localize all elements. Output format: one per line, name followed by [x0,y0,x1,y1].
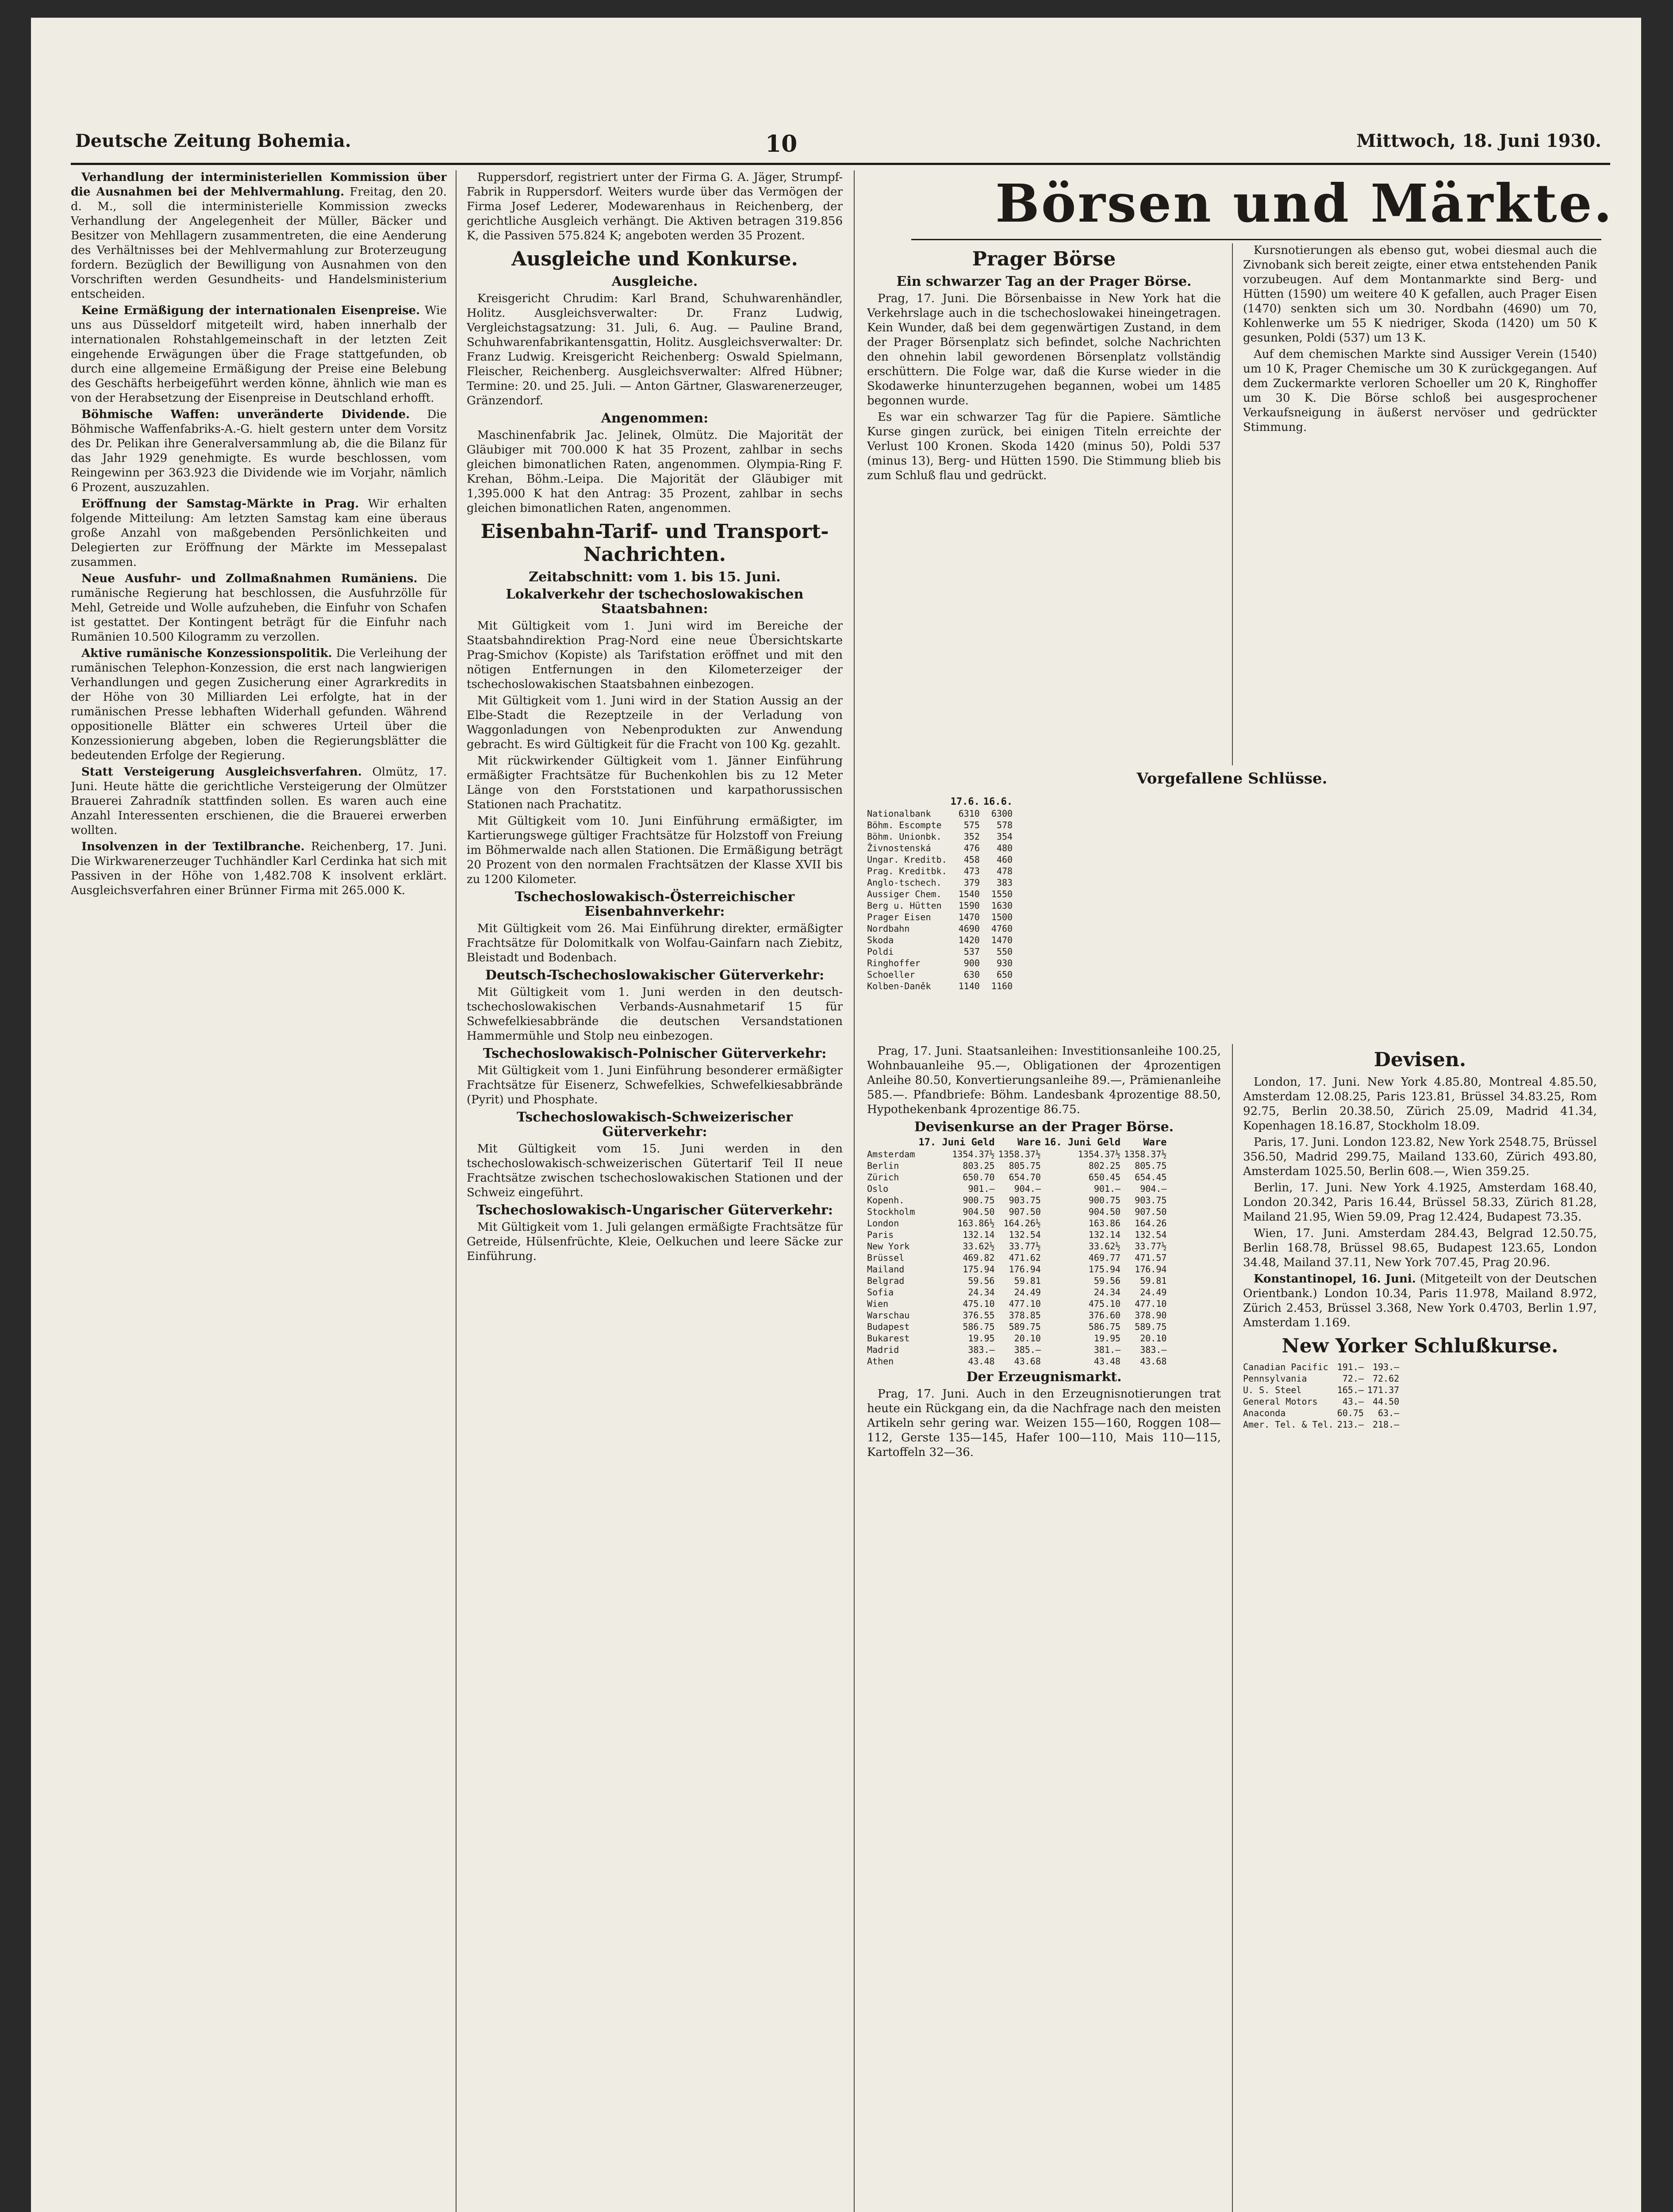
devisen-row [867,1240,1170,1252]
article-text: Maschinenfabrik Jac. Jelinek, Olmütz. Die Majorität der Gläubiger mit 700.000 K hat 35 Prozent, zahlbar in sechs gleichen bimonatlichen Raten, angenommen. Olympia-Ring F. Krehan, Böhm.-Leipa. Die Majorität der Gläubiger mit 1,395.000 K hat den Antrag: 35 Prozent, zahlbar in sechs gleichen bimonatlichen Raten, angenommen. [467,429,843,515]
table-cell: Živnostenská [867,843,931,853]
table-cell: 907.50 [1135,1206,1167,1217]
article-lead: Insolvenzen in der Textilbranche. [81,840,305,853]
table-cell: 354 [996,831,1013,842]
table-cell: 650.70 [963,1172,995,1183]
article-text: Kreisgericht Chrudim: Karl Brand, Schuhwarenhändler, Holitz. Ausgleichsverwalter: Dr. Franz Ludwig, Vergleichstagsatzung: 31. Juli, 6. Aug. — Pauline Brand, Schuhwarenfabrikantensgattin, Holitz. Ausgleichsverwalter: Dr. Franz Ludwig. Kreisgericht Reichenberg: Oswald Spielmann, Fleischer, Reichenberg. Ausgleichsverwalter: Alfred Hübner; Termine: 20. und 25. Juli. — Anton Gärtner, Glaswarenerzeuger, Gränzendorf. [467,292,843,407]
table-cell: Böhm. Unionbk. [867,831,942,842]
table-cell: 43.48 [1094,1356,1121,1367]
table-header-cell: 16. Juni Geld [1044,1137,1121,1148]
table-cell: 383.— [968,1344,995,1355]
table-cell: 650 [996,969,1013,980]
table-header-cell: Ware [1143,1137,1167,1148]
table-cell: 1358.37½ [1124,1149,1167,1160]
table-cell: 33.62½ [963,1241,995,1252]
article-text: Mit rückwirkender Gültigkeit vom 1. Jänner Einführung ermäßigter Frachtsätze für Buchenkohlen bis zu 12 Meter Länge von den Forststationen und karpathorussischen Stationen nach Prachatitz. [467,754,843,811]
article-text: Die Böhmische Waffenfabriks-A.-G. hielt gestern unter dem Vorsitz des Dr. Pelikan ihre Generalversammlung ab, die die Bilanz für das Jahr 1929 genehmigte. Es wurde beschlossen, vom Reingewinn per 363.923 die Dividende wie im Vorjahr, nämlich 6 Prozent, auszuzahlen. [71,408,447,494]
subheading: Tschechoslowakisch-Ungarischer Güterverkehr: [476,1202,833,1218]
table-cell: 458 [963,854,980,865]
table-cell: 378.85 [1009,1310,1041,1321]
table-cell: 60.75 [1337,1408,1364,1418]
table-cell: 1540 [958,889,980,899]
article-text: Mit Gültigkeit vom 10. Juni Einführung ermäßigter, im Kartierungswege gültiger Frachtsätze für Holzstoff von Freiung im Böhmerwalde nach allen Stationen. Die Ermäßigung beträgt 20 Prozent von den normalen Frachtsätzen der Klasse XVII bis zu 1200 Kilometer. [467,814,843,886]
ny-row [1243,1396,1403,1407]
table-cell: 1420 [958,935,980,945]
section-heading: Prager Börse [972,248,1116,270]
table-cell: 59.56 [1094,1275,1121,1286]
table-cell: 471.62 [1009,1252,1041,1263]
table-cell: U. S. Steel [1243,1385,1302,1395]
stock-row [867,900,1016,911]
article-text: Mit Gültigkeit vom 15. Juni werden in den tschechoslowakisch-schweizerischen Gütertarif Teil II neue Frachtsätze zwischen tschechoslowakischen Stationen und der Schweiz eingeführt. [467,1142,843,1199]
table-cell: Nationalbank [867,808,931,819]
article-text: Wir erhalten folgende Mitteilung: Am letzten Samstag kam eine überaus große Anzahl von maßgebenden Persönlichkeiten und Delegierten zur Eröffnung der Märkte im Messepalast zusammen. [71,497,447,569]
devisen-row [867,1275,1170,1286]
ny-row [1243,1373,1403,1384]
stock-row [867,819,1016,831]
table-cell: Anaconda [1243,1408,1286,1418]
devisen-row [867,1252,1170,1263]
table-cell: 578 [996,820,1013,830]
article-lead: Aktive rumänische Konzessionspolitik. [81,647,332,660]
table-cell: Oslo [867,1183,889,1194]
table-cell: 930 [996,958,1013,968]
column-1 [71,170,447,2212]
table-cell: 379 [963,877,980,888]
table-cell: 654.45 [1135,1172,1167,1183]
table-cell: 901.— [1094,1183,1121,1194]
stocks-table-wrap [867,796,1597,992]
table-cell: 904.50 [963,1206,995,1217]
devisen-table-body [867,1137,1170,1367]
table-cell: 1590 [958,900,980,911]
article-text: Wie uns aus Düsseldorf mitgeteilt wird, haben innerhalb der internationalen Rohstahlgemeinschaft in der letzten Zeit eingehende Erwägungen über die Frage stattgefunden, ob durch eine allgemeine Ermäßigung der Preise eine Belebung des Geschäfts herbeigeführt werden könne, ähnlich wie man es von der Herabsetzung der Eisenpreise in Deutschland erhofft. [71,304,447,405]
devisen-row [867,1229,1170,1240]
table-header-cell: 17.6. [950,796,980,807]
devisen-row [867,1321,1170,1333]
column-4-lower [1243,1044,1597,2212]
table-cell: 352 [963,831,980,842]
table-cell: 19.95 [968,1333,995,1344]
table-cell: 383.— [1140,1344,1167,1355]
subheading: Lokalverkehr der tschechoslowakischen Staatsbahnen: [506,587,804,617]
table-cell: 385.— [1014,1344,1041,1355]
table-cell: 44.50 [1372,1396,1400,1407]
table-cell: 586.75 [963,1321,995,1332]
table-cell: Sofia [867,1287,894,1298]
table-cell: 171.37 [1367,1385,1400,1395]
table-cell: 4760 [991,923,1013,934]
table-cell: 469.82 [963,1252,995,1263]
table-cell: Madrid [867,1344,899,1355]
article-text: Mit Gültigkeit vom 1. Juni werden in den deutsch-tschechoslowakischen Verbands-Ausnahmetarif 15 für Schwefelkiesabbrände die deutschen Versandstationen Hammermühle und Stolp neu einbezogen. [467,986,843,1043]
article-text: Mit Gültigkeit vom 1. Juni wird in der Station Aussig an der Elbe-Stadt die Rezeptzeile in der Verladung von Waggonladungen von Nebenprodukten zur Anwendung gebracht. Es wird Gültigkeit für die Fracht von 100 Kg. gezahlt. [467,694,843,751]
table-cell: 805.75 [1009,1160,1041,1171]
table-cell: 471.57 [1135,1252,1167,1263]
devisen-table [867,1137,1170,1367]
ny-row [1243,1361,1403,1373]
subheading: Ein schwarzer Tag an der Prager Börse. [896,274,1192,289]
table-cell: Ungar. Kreditb. [867,854,947,865]
table-cell: 460 [996,854,1013,865]
ny-row [1243,1407,1403,1419]
table-cell: 191.— [1337,1362,1364,1372]
table-cell: 20.10 [1140,1333,1167,1344]
devisen-row [867,1344,1170,1356]
table-cell: Paris [867,1229,894,1240]
table-cell: Athen [867,1356,894,1367]
devisen-row [867,1263,1170,1275]
table-cell: 650.45 [1088,1172,1121,1183]
subheading: Der Erzeugnismarkt. [966,1369,1122,1385]
table-cell: 43.— [1342,1396,1364,1407]
column-divider [854,170,855,2212]
table-header-cell: 16.6. [983,796,1013,807]
table-cell: 480 [996,843,1013,853]
table-cell: 376.55 [963,1310,995,1321]
subheading: Angenommen: [601,411,709,426]
devisen-row [867,1160,1170,1171]
masthead-rule [911,239,1601,240]
table-cell: 1630 [991,900,1013,911]
subheading: Devisenkurse an der Prager Börse. [914,1119,1174,1135]
table-cell: 176.94 [1135,1264,1167,1275]
table-cell: 475.10 [1088,1298,1121,1309]
table-cell: 478 [996,866,1013,876]
article-text: Prag, 17. Juni. Auch in den Erzeugnisnotierungen trat heute ein Rückgang ein, da die Nachfrage nach den meisten Artikeln sehr gering war. Weizen 155—160, Roggen 108—112, Gerste 135—145, Hafer 100—110, Mais 110—115, Kartoffeln 32—36. [867,1387,1221,1459]
table-cell: 473 [963,866,980,876]
table-header-row [867,1137,1170,1148]
table-cell: 132.54 [1135,1229,1167,1240]
table-cell: 24.34 [968,1287,995,1298]
table-cell: 803.25 [963,1160,995,1171]
devisen-row [867,1310,1170,1321]
table-cell: Stockholm [867,1206,915,1217]
devisen-row [867,1183,1170,1194]
table-cell: 1354.37½ [952,1149,995,1160]
table-cell: 59.81 [1140,1275,1167,1286]
table-cell: 537 [963,946,980,957]
article-text: Prag, 17. Juni. Staatsanleihen: Investitionsanleihe 100.25, Wohnbauanleihe 95.—, Obligationen der 4prozentigen Anleihe 80.50, Konvertierungsanleihe 89.—, Prämienanleihe 585.—. Pfandbriefe: Böhm. Landesbank 4prozentige 88.50, Hypothekenbank 4prozentige 86.75. [867,1045,1221,1116]
article-text: Prag, 17. Juni. Die Börsenbaisse in New York hat die Verkehrslage auch in die tschechoslowakei hineingetragen. Kein Wunder, daß bei dem gegenwärtigen Zustand, in dem der Prager Börsenplatz sich befindet, solche Nachrichten den ohnehin labil gewordenen Börsenplatz vollständig erschüttern. Die Folge war, daß die Kurse wieder in die Skodawerke hinunterzugehen begannen, wobei um 1485 begonnen wurde. [867,292,1221,407]
page-number: 10 [765,131,798,157]
stock-row [867,888,1016,900]
table-cell: 805.75 [1135,1160,1167,1171]
article-text: Mit Gültigkeit vom 1. Juni wird im Bereiche der Staatsbahndirektion Prag-Nord eine neue Übersichtskarte Prag-Smichov (Kopiste) als Tarifstation eröffnet und mit den nötigen Entfernungen in den Kilometerzeiger der tschechoslowakischen Staatsbahnen einbezogen. [467,619,843,691]
devisen-row [867,1206,1170,1217]
table-cell: 477.10 [1135,1298,1167,1309]
column-divider [1232,243,1233,765]
stocks-table [867,796,1016,992]
article-text: Freitag, den 20. d. M., soll die interministerielle Kommission zwecks Verhandlung der Angelegenheit der Müller, Bäcker und Besitzer von Mehllagern zusammentreten, die eine Aenderung des Verhältnisses bei der Mehlvermahlung zur Broterzeugung fordern. Bezüglich der Bewilligung von Ausnahmen von den Vorschriften werden Gesundheits- und Handelsministerium entscheiden. [71,185,447,301]
stock-row [867,946,1016,957]
table-cell: 4690 [958,923,980,934]
article-text: Berlin, 17. Juni. New York 4.1925, Amsterdam 168.40, London 20.342, Paris 16.44, Brüssel 58.33, Zürich 81.28, Mailand 21.95, Wien 59.09, Prag 12.424, Budapest 73.35. [1243,1181,1597,1224]
table-cell: Prag. Kreditbk. [867,866,947,876]
devisen-row [867,1333,1170,1344]
table-cell: 59.81 [1014,1275,1041,1286]
table-cell: London [867,1218,899,1229]
table-cell: 165.— [1337,1385,1364,1395]
stock-row [867,865,1016,877]
table-cell: 1500 [991,912,1013,922]
table-cell: Berlin [867,1160,899,1171]
table-cell: 6300 [991,808,1013,819]
stock-row [867,831,1016,842]
table-cell: Ringhoffer [867,958,921,968]
table-cell: 72.62 [1372,1373,1400,1384]
table-cell: Belgrad [867,1275,905,1286]
table-cell: 589.75 [1009,1321,1041,1332]
table-header-cell: 17. Juni Geld [918,1137,995,1148]
ny-row [1243,1384,1403,1396]
table-cell: 19.95 [1094,1333,1121,1344]
table-cell: 477.10 [1009,1298,1041,1309]
devisen-row [867,1356,1170,1367]
table-cell: General Motors [1243,1396,1318,1407]
stock-row [867,969,1016,980]
article-text: (Mitgeteilt von der Deutschen Orientbank.) London 10.34, Paris 11.978, Mailand 8.972, Zürich 2.453, Brüssel 3.368, New York 0.4703, Berlin 1.97, Amsterdam 1.169. [1243,1272,1597,1329]
devisen-row [867,1148,1170,1160]
devisen-row [867,1194,1170,1206]
table-cell: Amer. Tel. & Tel. [1243,1419,1334,1430]
stock-row [867,911,1016,923]
article-text: Paris, 17. Juni. London 123.82, New York 2548.75, Brüssel 356.50, Madrid 299.75, Mailand 133.60, Zürich 493.80, Amsterdam 1025.50, Berlin 608.—, Wien 359.25. [1243,1136,1597,1178]
article-lead: Keine Ermäßigung der internationalen Eisenpreise. [81,304,420,317]
stock-row [867,923,1016,934]
subheading: Tschechoslowakisch-Polnischer Güterverkehr: [483,1046,827,1061]
stock-row [867,854,1016,865]
column-4-upper [1243,243,1597,765]
table-header-cell [867,796,951,808]
section-heading: Eisenbahn-Tarif- und Transport-Nachrichten. [480,520,829,566]
table-cell: 1140 [958,981,980,991]
article-text: Mit Gültigkeit vom 26. Mai Einführung direkter, ermäßigter Frachtsätze für Dolomitkalk von Wolfau-Gainfarn nach Ziebitz, Bleistadt und Bodenbach. [467,922,843,964]
table-cell: 900 [963,958,980,968]
stock-row [867,842,1016,854]
table-cell: 63.— [1378,1408,1400,1418]
column-divider [456,170,457,2212]
article-text: Kursnotierungen als ebenso gut, wobei diesmal auch die Zivnobank sich bereit zeigte, einer etwa entstehenden Panik vorzubeugen. Auf dem Montanmarkte sind Berg- und Hütten (1590) um weitere 40 K gefallen, auch Prager Eisen (1470) senkten sich um 30. Nordbahn (4690) um 70, Kohlenwerke um 55 K niedriger, Skoda (1420) um 50 K gesunken, Poldi (537) um 13 K. [1243,244,1597,345]
table-cell: 33.62½ [1088,1241,1121,1252]
ny-table [1243,1361,1403,1430]
table-cell: 476 [963,843,980,853]
table-cell: 164.26½ [1003,1218,1041,1229]
table-cell: 589.75 [1135,1321,1167,1332]
table-cell: 43.48 [968,1356,995,1367]
table-cell: Canadian Pacific [1243,1362,1328,1372]
table-cell: 132.54 [1009,1229,1041,1240]
table-cell: Pennsylvania [1243,1373,1307,1384]
table-cell: 164.26 [1135,1218,1167,1229]
table-cell: 33.77½ [1009,1241,1041,1252]
table-cell: 907.50 [1009,1206,1041,1217]
stock-row [867,877,1016,888]
subheading: Zeitabschnitt: vom 1. bis 15. Juni. [529,569,781,585]
article-lead: Eröffnung der Samstag-Märkte in Prag. [81,497,359,511]
table-cell: 383 [996,877,1013,888]
table-cell: Skoda [867,935,894,945]
article-text: Es war ein schwarzer Tag für die Papiere. Sämtliche Kurse gingen zurück, bei einigen Titeln erreichte der Verlust 100 Kronen. Skoda 1420 (minus 50), Poldi 537 (minus 13), Berg- und Hütten 1590. Die Stimmung blieb bis zum Schluß flau und gedrückt. [867,411,1221,482]
table-cell: Schoeller [867,969,915,980]
table-cell: 6310 [958,808,980,819]
issue-date: Mittwoch, 18. Juni 1930. [1356,131,1601,151]
devisen-row [867,1217,1170,1229]
table-cell: 20.10 [1014,1333,1041,1344]
newspaper-title: Deutsche Zeitung Bohemia. [75,131,351,151]
article-text: Die rumänische Regierung hat beschlossen, die Ausfuhrzölle für Mehl, Getreide und Wolle aufzuheben, die Einfuhr von Schafen ist gestattet. Der Kontingent beträgt für die Einfuhr nach Rumänien 10.500 Kilogramm zu verzollen. [71,572,447,644]
article-lead: Verhandlung der interministeriellen Kommission über die Ausnahmen bei der Mehlvermahlung. [71,171,447,199]
table-cell: Kopenh. [867,1195,905,1206]
table-cell: 59.56 [968,1275,995,1286]
section-masthead: Börsen und Märkte. [995,173,1614,234]
table-cell: New York [867,1241,910,1252]
table-cell: 1470 [991,935,1013,945]
table-cell: 903.75 [1009,1195,1041,1206]
table-cell: 475.10 [963,1298,995,1309]
table-cell: 163.86½ [957,1218,995,1229]
table-cell: 381.— [1094,1344,1121,1355]
table-cell: Brüssel [867,1252,905,1263]
article-lead: Böhmische Waffen: unveränderte Dividende. [81,408,410,421]
stock-row [867,934,1016,946]
table-cell: 900.75 [1088,1195,1121,1206]
table-cell: 903.75 [1135,1195,1167,1206]
column-3-lower [867,1044,1221,2212]
stock-row [867,957,1016,969]
table-cell: Bukarest [867,1333,910,1344]
ny-row [1243,1419,1403,1430]
table-cell: 904.— [1014,1183,1041,1194]
article-text: Mit Gültigkeit vom 1. Juni Einführung besonderer ermäßigter Frachtsätze für Eisenerz, Schwefelkies, Schwefelkiesabbrände (Pyrit) und Phosphate. [467,1064,843,1106]
stocks-heading: Vorgefallene Schlüsse. [1136,770,1328,787]
table-cell: 213.— [1337,1419,1364,1430]
table-cell: Wien [867,1298,889,1309]
table-cell: 132.14 [963,1229,995,1240]
table-cell: 132.14 [1088,1229,1121,1240]
subheading: Tschechoslowakisch-Österreichischer Eisenbahnverkehr: [514,889,795,919]
article-text: London, 17. Juni. New York 4.85.80, Montreal 4.85.50, Amsterdam 12.08.25, Paris 123.81, Brüssel 34.83.25, Rom 92.75, Berlin 20.38.50, Zürich 25.09, Madrid 41.34, Kopenhagen 18.16.87, Stockholm 18.09. [1243,1075,1597,1133]
table-cell: Poldi [867,946,894,957]
table-cell: Berg u. Hütten [867,900,942,911]
table-cell: 43.68 [1140,1356,1167,1367]
table-cell: Böhm. Escompte [867,820,942,830]
table-header-cell [867,1137,918,1148]
article-text: Olmütz, 17. Juni. Heute hätte die gerichtliche Versteigerung der Olmützer Brauerei Zahradník stattfinden sollen. Es waren auch eine Anzahl Interessenten erschienen, die die Brauerei erwerben wollten. [71,765,447,837]
table-cell: 586.75 [1088,1321,1121,1332]
table-cell: 24.49 [1014,1287,1041,1298]
article-text: Reichenberg, 17. Juni. Die Wirkwarenerzeuger Tuchhändler Karl Cerdinka hat sich mit Passiven in der Höhe von 1,482.708 K insolvent erklärt. Ausgleichsverfahren einer Brünner Firma mit 265.000 K. [71,840,447,897]
table-cell: 193.— [1372,1362,1400,1372]
table-cell: 163.86 [1088,1218,1121,1229]
newspaper-page [31,18,1641,2212]
subheading: Deutsch-Tschechoslowakischer Güterverkehr: [485,968,825,983]
table-cell: 575 [963,820,980,830]
table-cell: Warschau [867,1310,910,1321]
stocks-table-body [867,796,1016,992]
table-cell: 43.68 [1014,1356,1041,1367]
table-cell: Zürich [867,1172,899,1183]
table-cell: 1550 [991,889,1013,899]
table-cell: Kolben-Daněk [867,981,931,991]
table-cell: Prager Eisen [867,912,931,922]
subheading: Ausgleiche. [611,274,698,289]
section-heading: Ausgleiche und Konkurse. [511,248,798,270]
table-cell: 904.50 [1088,1206,1121,1217]
table-cell: 376.60 [1088,1310,1121,1321]
table-cell: 630 [963,969,980,980]
table-cell: 175.94 [963,1264,995,1275]
devisen-row [867,1171,1170,1183]
article-text: Auf dem chemischen Markte sind Aussiger Verein (1540) um 10 K, Prager Chemische um 30 K zurückgegangen. Auf dem Zuckermarkte verloren Schoeller um 20 K, Ringhoffer um 30 K. Die Börse schloß bei ausgesprochener Verkaufsneigung in äußerst nervöser und gedrückter Stimmung. [1243,348,1597,434]
devisen-row [867,1286,1170,1298]
table-header-cell: Ware [1017,1137,1041,1148]
table-cell: 1470 [958,912,980,922]
section-heading: Devisen. [1374,1048,1466,1071]
header-rule [71,163,1610,165]
table-cell: 1160 [991,981,1013,991]
devisen-row [867,1298,1170,1310]
article-text: Wien, 17. Juni. Amsterdam 284.43, Belgrad 12.50.75, Berlin 168.78, Brüssel 98.65, Budapest 123.65, London 34.48, Mailand 37.11, New York 707.45, Prag 20.96. [1243,1227,1597,1269]
table-cell: 176.94 [1009,1264,1041,1275]
table-cell: Anglo-tschech. [867,877,942,888]
subheading: Tschechoslowakisch-Schweizerischer Güterverkehr: [516,1110,793,1140]
table-cell: 24.34 [1094,1287,1121,1298]
table-cell: 469.77 [1088,1252,1121,1263]
table-cell: 378.90 [1135,1310,1167,1321]
table-cell: 175.94 [1088,1264,1121,1275]
stock-row [867,808,1016,819]
column-3-upper [867,243,1221,765]
section-heading: New Yorker Schlußkurse. [1282,1335,1558,1357]
table-header-row [867,796,1016,808]
column-divider [1232,1044,1233,2212]
article-lead: Konstantinopel, 16. Juni. [1254,1272,1416,1286]
table-cell: 1354.37½ [1078,1149,1121,1160]
stock-row [867,980,1016,992]
table-cell: Nordbahn [867,923,910,934]
table-cell: Budapest [867,1321,910,1332]
table-cell: 904.— [1140,1183,1167,1194]
table-cell: Aussiger Chem. [867,889,942,899]
table-cell: 802.25 [1088,1160,1121,1171]
table-cell: 218.— [1372,1419,1400,1430]
table-cell: Amsterdam [867,1149,915,1160]
column-2 [467,170,843,2212]
table-cell: Mailand [867,1264,905,1275]
article-text: Ruppersdorf, registriert unter der Firma G. A. Jäger, Strumpf-Fabrik in Ruppersdorf. Weiters wurde über das Vermögen der Firma Josef Lederer, Modewarenhaus in Reichenberg, der gerichtliche Ausgleich verhängt. Die Aktiven betragen 319.856 K, die Passiven 575.824 K; angeboten werden 35 Prozent. [467,171,843,242]
table-cell: 24.49 [1140,1287,1167,1298]
article-lead: Neue Ausfuhr- und Zollmaßnahmen Rumäniens. [81,572,418,585]
article-text: Die Verleihung der rumänischen Telephon-Konzession, die erst nach langwierigen Verhandlungen und gegen Zusicherung einer Agrarkredits in der Höhe von 30 Milliarden Lei erfolgte, hat in der rumänischen Presse lebhaften Widerhall gefunden. Während oppositionelle Blätter ein schweres Urteil über die Konzessionierung abgeben, loben die Regierungsblätter die bedeutenden Erfolge der Regierung. [71,647,447,762]
table-cell: 900.75 [963,1195,995,1206]
table-cell: 901.— [968,1183,995,1194]
table-cell: 550 [996,946,1013,957]
table-cell: 654.70 [1009,1172,1041,1183]
article-text: Mit Gültigkeit vom 1. Juli gelangen ermäßigte Frachtsätze für Getreide, Hülsenfrüchte, Kleie, Oelkuchen und leere Säcke zur Einführung. [467,1221,843,1263]
ny-table-body [1243,1361,1403,1430]
table-cell: 1358.37½ [998,1149,1041,1160]
article-lead: Statt Versteigerung Ausgleichsverfahren. [81,765,362,779]
table-cell: 33.77½ [1135,1241,1167,1252]
table-cell: 72.— [1342,1373,1364,1384]
